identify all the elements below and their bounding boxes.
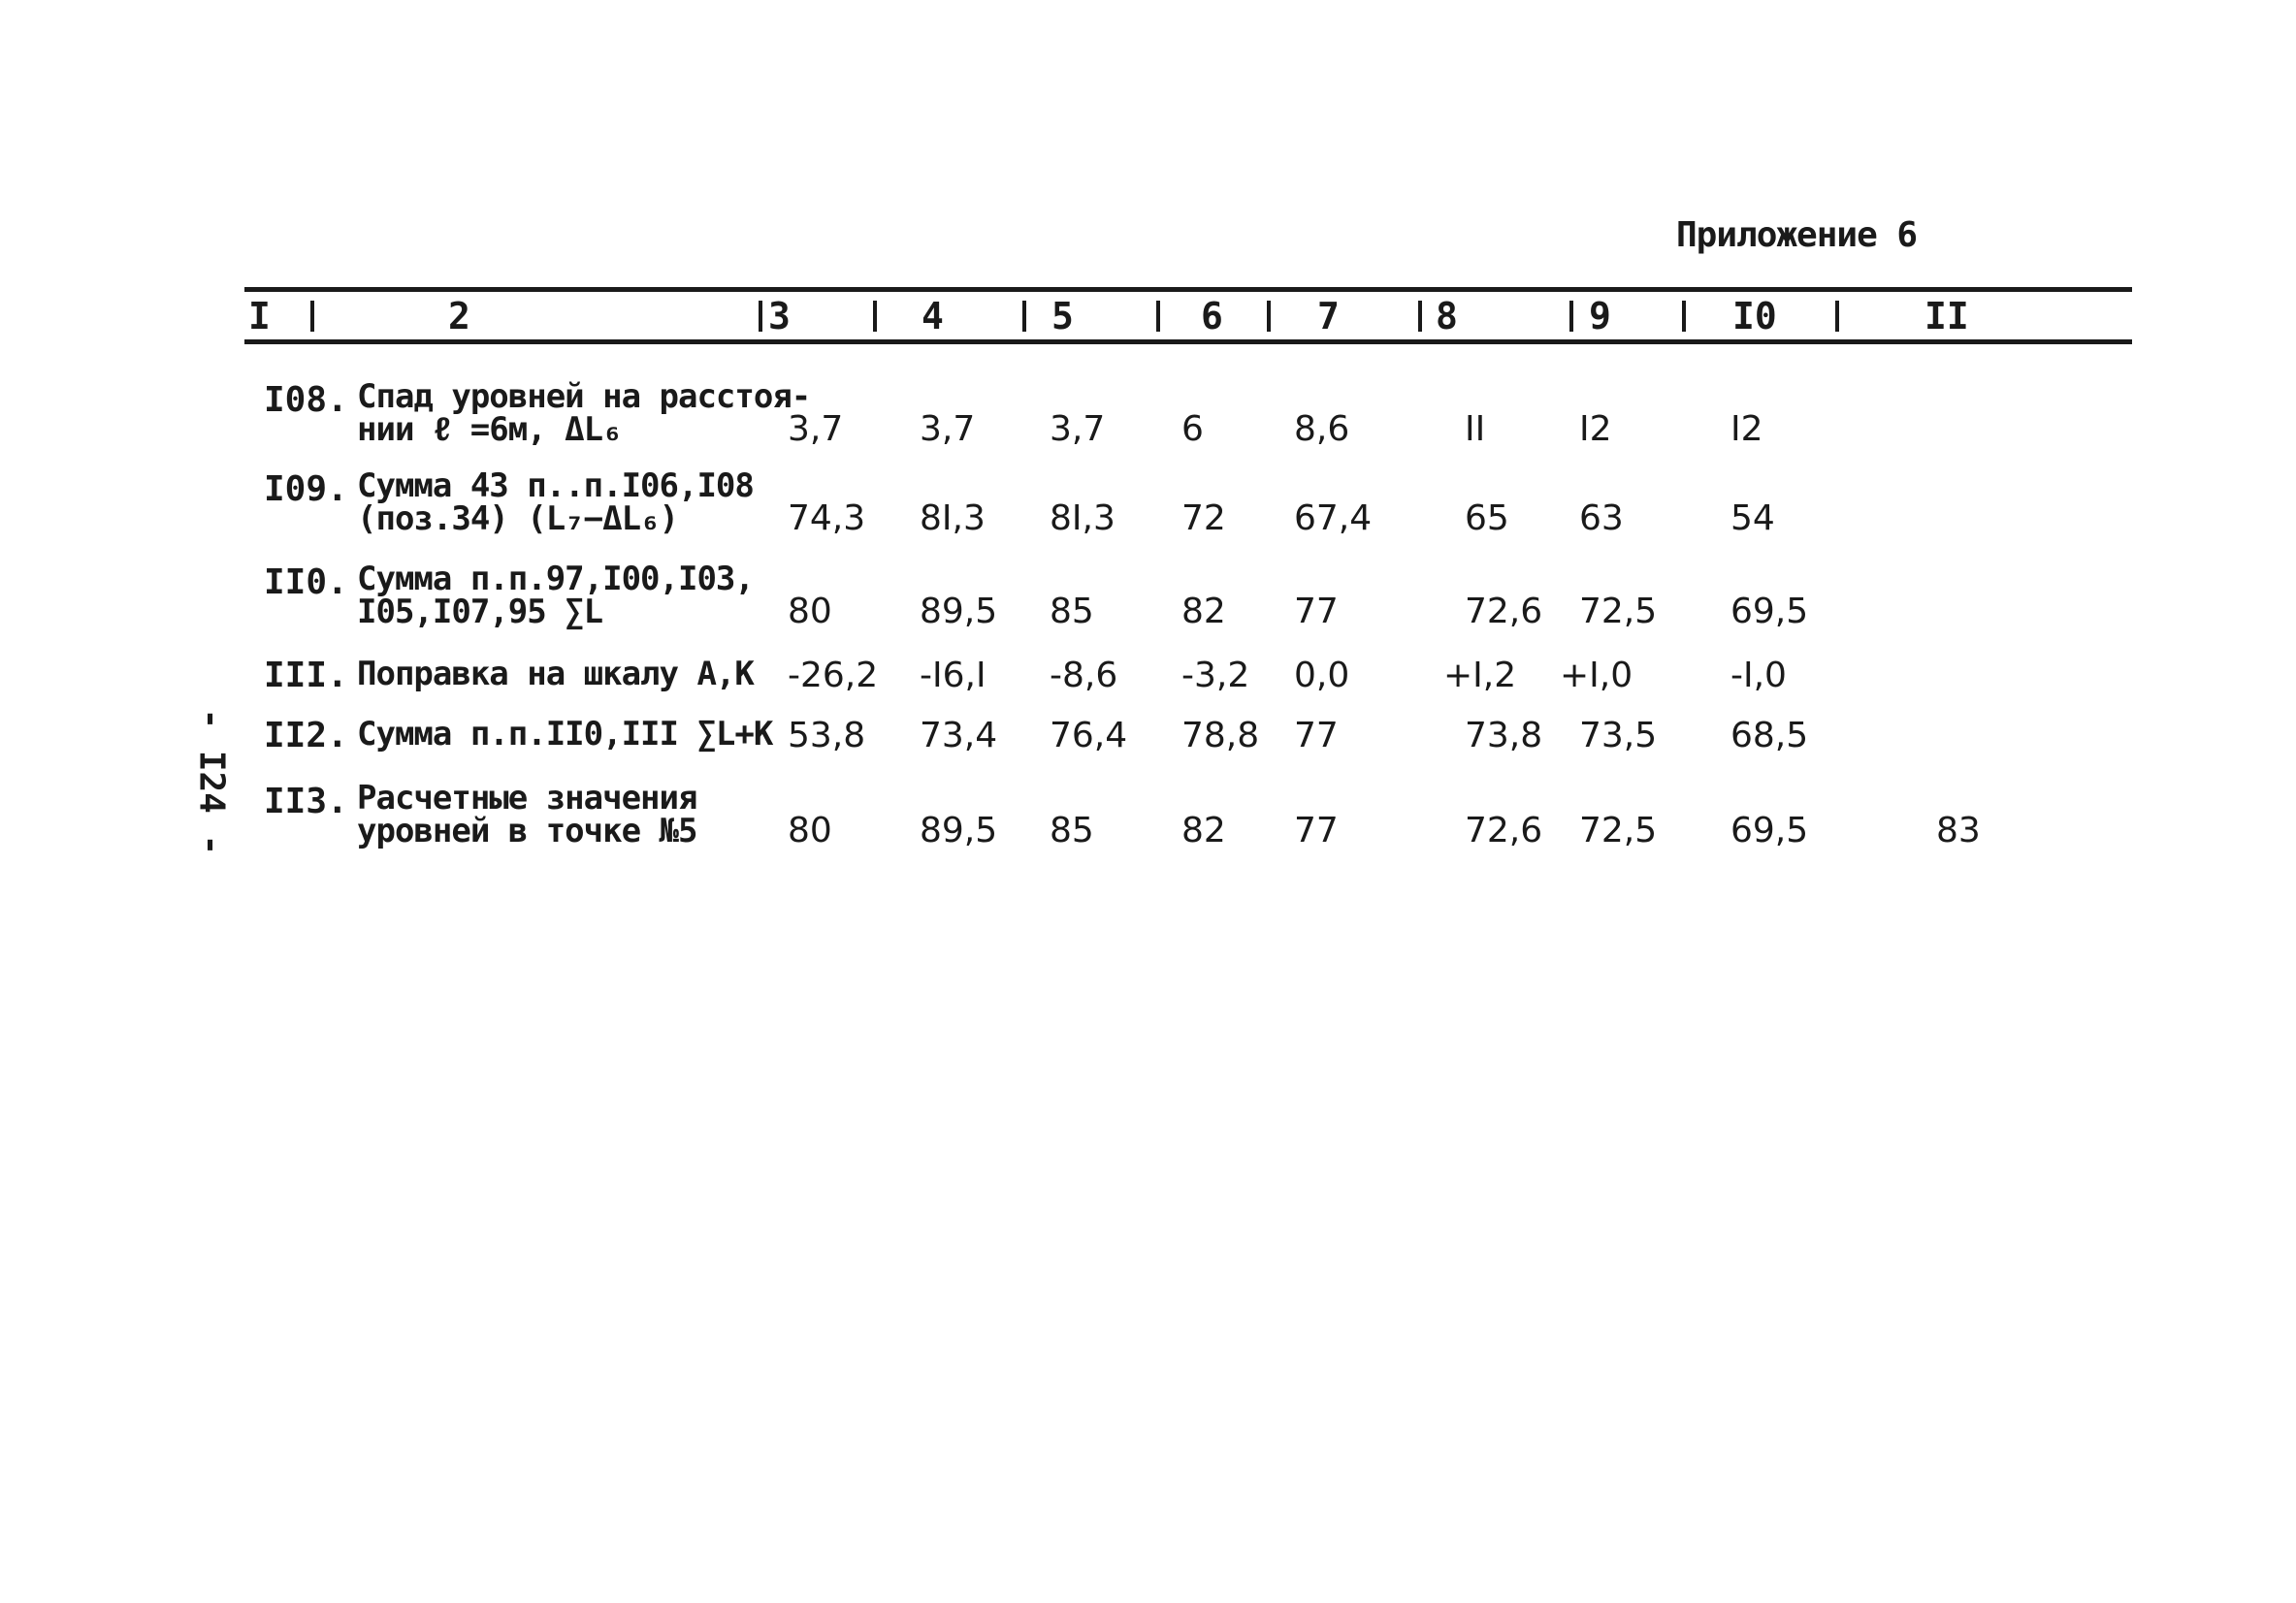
cell-col-4: 89,5 (920, 592, 998, 631)
cell-col-6: -3,2 (1181, 656, 1250, 695)
row-label (357, 377, 811, 449)
cell-col-9: +I,0 (1560, 656, 1633, 695)
cell-col-4: 89,5 (920, 811, 998, 850)
row-label-line: Расчетные значения (357, 779, 697, 818)
cell-col-8: +I,2 (1443, 656, 1517, 695)
cell-col-5: 85 (1050, 592, 1094, 631)
row-label (357, 560, 754, 631)
column-separator (1267, 301, 1271, 332)
cell-col-7: 0,0 (1294, 656, 1350, 695)
table-top-rule (244, 287, 2132, 292)
cell-col-4: 73,4 (920, 716, 998, 755)
cell-col-10: -I,0 (1730, 656, 1787, 695)
column-header-3: 3 (768, 295, 791, 337)
appendix-title: Приложение 6 (1676, 215, 1918, 255)
cell-col-8: 65 (1465, 498, 1509, 538)
cell-col-10: 68,5 (1730, 716, 1809, 755)
cell-col-3: 80 (788, 592, 832, 631)
column-header-9: 9 (1589, 295, 1611, 337)
row-label-line: Сумма 43 п..п.I06,I08 (357, 466, 754, 505)
column-separator (1682, 301, 1686, 332)
cell-col-7: 77 (1294, 811, 1339, 850)
cell-col-9: I2 (1579, 409, 1612, 449)
cell-col-9: 72,5 (1579, 592, 1658, 631)
row-number: I09. (264, 469, 348, 509)
cell-col-3: -26,2 (788, 656, 879, 695)
row-label (357, 715, 773, 753)
cell-col-10: 69,5 (1730, 811, 1809, 850)
cell-col-5: 76,4 (1050, 716, 1128, 755)
cell-col-10: 54 (1730, 498, 1775, 538)
row-number: II3. (264, 782, 348, 821)
column-header-10: I0 (1732, 295, 1777, 337)
row-label-line: Спад уровней на расстоя- (357, 377, 811, 416)
column-header-5: 5 (1051, 295, 1074, 337)
cell-col-4: -I6,I (920, 656, 986, 695)
cell-col-3: 53,8 (788, 716, 866, 755)
row-label-line: нии ℓ =6м, ΔL₆ (357, 410, 622, 449)
row-label-line: (поз.34) (L₇−ΔL₆) (357, 499, 678, 538)
cell-col-8: 72,6 (1465, 592, 1543, 631)
row-number: II0. (264, 562, 348, 602)
cell-col-9: 72,5 (1579, 811, 1658, 850)
cell-col-8: 73,8 (1465, 716, 1543, 755)
row-label-line: уровней в точке №5 (357, 812, 697, 850)
cell-col-10: I2 (1730, 409, 1763, 449)
cell-col-4: 8I,3 (920, 498, 986, 538)
cell-col-6: 82 (1181, 811, 1226, 850)
row-label (357, 655, 754, 693)
cell-col-7: 77 (1294, 716, 1339, 755)
cell-col-7: 77 (1294, 592, 1339, 631)
table-header (0, 295, 2296, 337)
cell-col-6: 6 (1181, 409, 1204, 449)
page-number (182, 708, 232, 856)
row-label-line: Сумма п.п.97,I00,I03, (357, 560, 754, 598)
cell-col-5: 8I,3 (1050, 498, 1116, 538)
column-header-11: II (1924, 295, 1969, 337)
row-label-line: Сумма п.п.II0,III ∑L+K (357, 715, 773, 753)
cell-col-6: 72 (1181, 498, 1226, 538)
column-separator (1156, 301, 1160, 332)
cell-col-3: 80 (788, 811, 832, 850)
cell-col-6: 82 (1181, 592, 1226, 631)
cell-col-10: 69,5 (1730, 592, 1809, 631)
row-number: II2. (264, 716, 348, 755)
column-separator (1418, 301, 1422, 332)
column-separator (1569, 301, 1573, 332)
row-label (357, 466, 754, 538)
cell-col-11: 83 (1936, 811, 1981, 850)
column-header-1: I (248, 295, 271, 337)
column-header-4: 4 (922, 295, 944, 337)
cell-col-8: 72,6 (1465, 811, 1543, 850)
column-header-2: 2 (448, 295, 470, 337)
row-number: III. (264, 656, 348, 695)
column-separator (1022, 301, 1026, 332)
column-header-8: 8 (1436, 295, 1458, 337)
cell-col-5: 85 (1050, 811, 1094, 850)
cell-col-4: 3,7 (920, 409, 976, 449)
table-header-rule (244, 339, 2132, 344)
cell-col-3: 74,3 (788, 498, 866, 538)
cell-col-3: 3,7 (788, 409, 844, 449)
row-label-line: Поправка на шкалу А,К (357, 655, 754, 693)
row-label-line: I05,I07,95 ∑L (357, 593, 603, 631)
cell-col-8: II (1465, 409, 1486, 449)
row-number: I08. (264, 380, 348, 420)
cell-col-7: 8,6 (1294, 409, 1350, 449)
row-label (357, 779, 697, 850)
column-separator (310, 301, 314, 332)
column-separator (759, 301, 762, 332)
page-number-text: - I24 - (191, 708, 232, 856)
column-separator (1835, 301, 1839, 332)
column-header-6: 6 (1201, 295, 1223, 337)
cell-col-5: 3,7 (1050, 409, 1106, 449)
column-separator (873, 301, 877, 332)
column-header-7: 7 (1317, 295, 1340, 337)
cell-col-6: 78,8 (1181, 716, 1260, 755)
cell-col-7: 67,4 (1294, 498, 1373, 538)
cell-col-5: -8,6 (1050, 656, 1118, 695)
cell-col-9: 63 (1579, 498, 1624, 538)
cell-col-9: 73,5 (1579, 716, 1658, 755)
